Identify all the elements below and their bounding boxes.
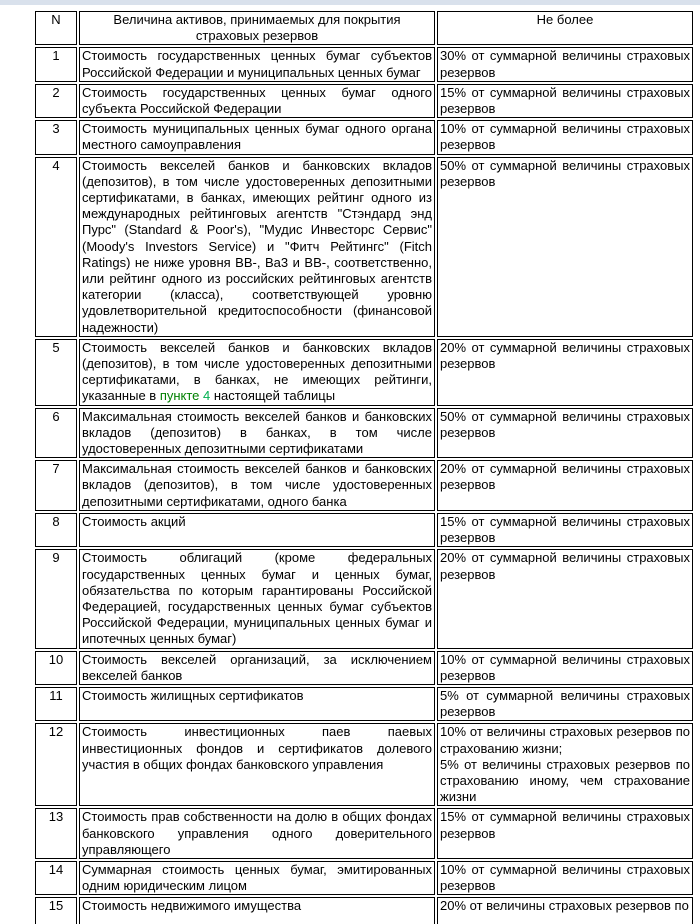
asset-cell: Максимальная стоимость векселей банков и банковских вкладов (депозитов), в том числе удостоверенных депозитными сертификатами, одного банка [79,460,435,511]
limit-line-1: 10% от величины страховых резервов по страхованию жизни; [440,724,690,756]
asset-text-before-link: Стоимость векселей банков и банковских вкладов (депозитов), в том числе удостоверенных депозитными сертификатами, в банках, не имеющих рейтинги, указанные в [82,339,432,404]
row-number: 2 [35,84,77,118]
row-number: 13 [35,808,77,859]
table-row [35,513,693,547]
table-row [35,861,693,895]
asset-cell: Стоимость недвижимого имущества [79,897,435,924]
asset-cell: Суммарная стоимость ценных бумаг, эмитированных одним юридическим лицом [79,861,435,895]
row-number: 9 [35,549,77,648]
asset-cell [79,339,435,406]
row-number: 1 [35,47,77,81]
table-row [35,808,693,859]
table-row [35,120,693,154]
header-number: N [35,11,77,45]
table-row [35,723,693,806]
row-number: 14 [35,861,77,895]
asset-cell: Стоимость облигаций (кроме федеральных государственных ценных бумаг и ценных бумаг, обязательства по которым гарантированы Российской Федерацией, государственных ценных бумаг субъектов Российской Федерации, муниципальных ценных бумаг и ипотечных ценных бумаг) [79,549,435,648]
row-number: 4 [35,157,77,337]
header-limit: Не более [437,11,693,45]
limit-cell: 15% от суммарной величины страховых резервов [437,84,693,118]
table-row [35,651,693,685]
asset-cell: Стоимость векселей банков и банковских вкладов (депозитов), в том числе удостоверенных депозитными сертификатами, в банках, имеющих рейтинг одного из международных рейтинговых агентств "Стэндард энд Пурс" (Standard & Poor's), "Мудис Инвесторс Сервис" (Moody's Investors Service) и "Фитч Рейтингс" (Fitch Ratings) не ниже уровня BB-, Ba3 и BB-, соответственно, или рейтинг одного из российских рейтинговых агентств категории (класса), соответствующей уровню удовлетворительной кредитоспособности (финансовой надежности) [79,157,435,337]
limit-cell: 10% от суммарной величины страховых резервов [437,120,693,154]
table-row [35,84,693,118]
limit-cell: 20% от суммарной величины страховых резервов [437,339,693,406]
asset-cell: Стоимость государственных ценных бумаг одного субъекта Российской Федерации [79,84,435,118]
asset-cell: Стоимость прав собственности на долю в общих фондах банковского управления одного доверительного управляющего [79,808,435,859]
asset-cell: Стоимость муниципальных ценных бумаг одного органа местного самоуправления [79,120,435,154]
limit-cell: 50% от суммарной величины страховых резервов [437,408,693,459]
limit-cell: 15% от суммарной величины страховых резервов [437,808,693,859]
limit-cell [437,723,693,806]
asset-cell: Максимальная стоимость векселей банков и банковских вкладов (депозитов) в банках, в том числе удостоверенных депозитными сертификатами [79,408,435,459]
limit-cell: 20% от суммарной величины страховых резервов [437,460,693,511]
table-row [35,157,693,337]
limit-cell: 10% от суммарной величины страховых резервов [437,651,693,685]
table-row [35,408,693,459]
limit-line-2: 5% от величины страховых резервов по страхованию иному, чем страхование жизни [440,756,690,805]
row-number: 6 [35,408,77,459]
row-number: 10 [35,651,77,685]
top-divider-bar [0,0,700,5]
limit-cell: 5% от суммарной величины страховых резервов [437,687,693,721]
table-row [35,47,693,81]
header-asset-description: Величина активов, принимаемых для покрытия страховых резервов [79,11,435,45]
row-number: 8 [35,513,77,547]
asset-cell: Стоимость жилищных сертификатов [79,687,435,721]
table-row [35,339,693,406]
link-punkt-4[interactable] [160,388,210,403]
row-number: 12 [35,723,77,806]
row-number: 3 [35,120,77,154]
asset-text-after-link: настоящей таблицы [210,388,336,404]
row-number: 7 [35,460,77,511]
limit-cell: 20% от суммарной величины страховых резервов [437,549,693,648]
asset-cell: Стоимость инвестиционных паев паевых инвестиционных фондов и сертификатов долевого участия в общих фондах банковского управления [79,723,435,806]
limit-cell: 10% от суммарной величины страховых резервов [437,861,693,895]
limit-cell: 20% от величины страховых резервов по [437,897,693,924]
link-word[interactable]: пункте [159,388,200,404]
limit-cell: 15% от суммарной величины страховых резервов [437,513,693,547]
row-number: 11 [35,687,77,721]
row-number: 15 [35,897,77,924]
asset-cell: Стоимость векселей организаций, за исключением векселей банков [79,651,435,685]
table-header-row [35,11,693,45]
table-row [35,897,693,924]
asset-cell: Стоимость государственных ценных бумаг субъектов Российской Федерации и муниципальных ценных бумаг [79,47,435,81]
row-number: 5 [35,339,77,406]
assets-limits-table [33,9,695,924]
limit-cell: 50% от суммарной величины страховых резервов [437,157,693,337]
link-number[interactable]: 4 [203,388,211,404]
table-row [35,687,693,721]
table-row [35,549,693,648]
asset-cell: Стоимость акций [79,513,435,547]
limit-cell: 30% от суммарной величины страховых резервов [437,47,693,81]
table-row [35,460,693,511]
